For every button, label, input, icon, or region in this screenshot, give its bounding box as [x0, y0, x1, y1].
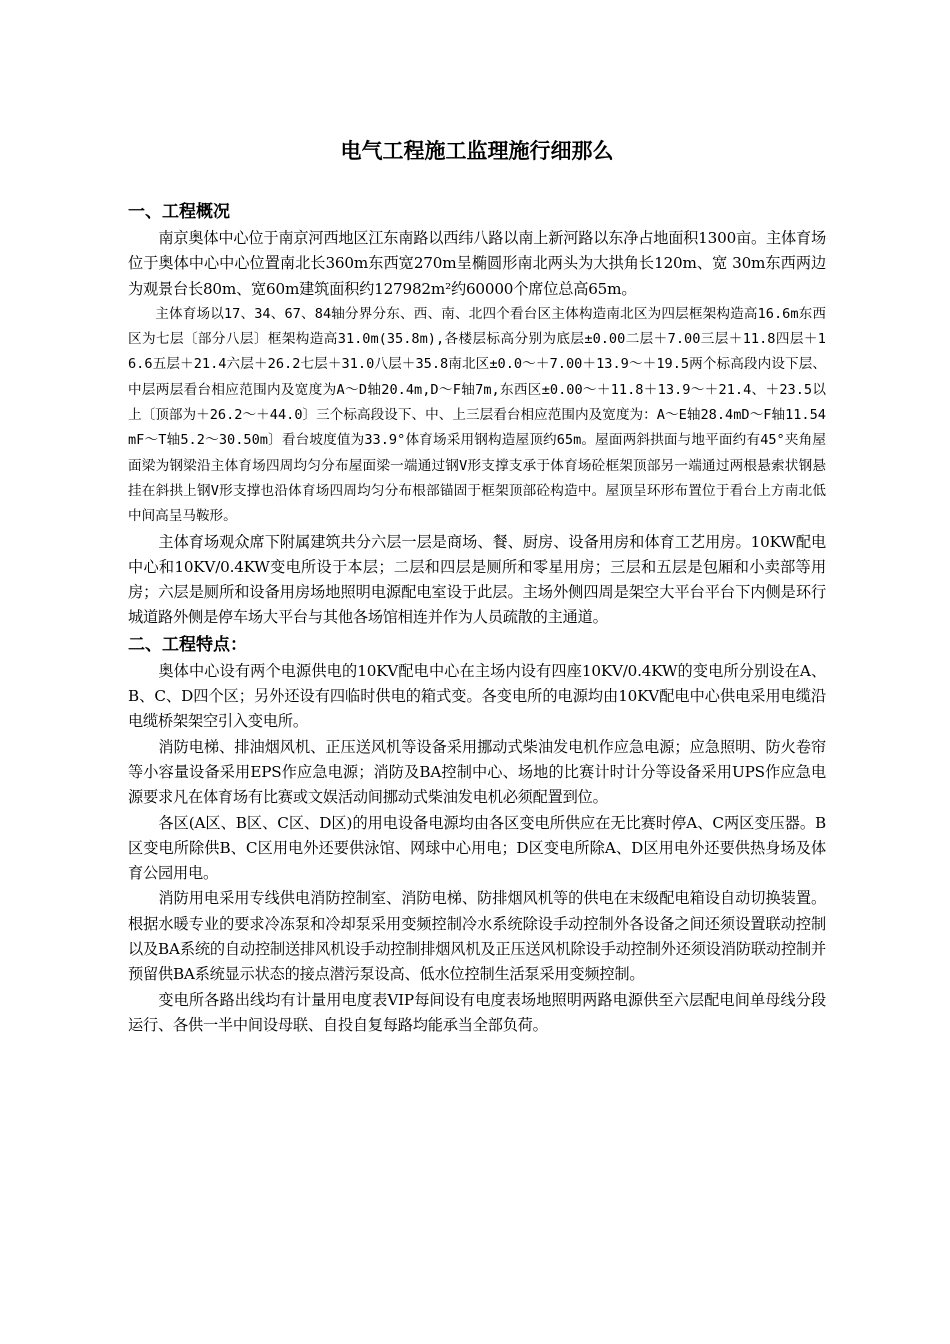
overview-paragraph-2: 主体育场以17、34、67、84轴分界分东、西、南、北四个看台区主体构造南北区为四层框架构造高16.6m东西区为七层〔部分八层〕框架构造高31.0m(35.8m),各楼层标高分别为底层±0.00二层＋7.00三层＋11.8四层＋16.6五层＋21.4六层＋26.2七层＋31.0八层＋35.8南北区±0.0～＋7.00＋13.9～＋19.5两个标高段内设下层、中层两层看台相应范围内及宽度为A～D轴20.4m,D～F轴7m,东西区±0.00～＋11.8＋13.9～＋21.4、＋23.5以上〔顶部为＋26.2～＋44.0〕三个标高段设下、中、上三层看台相应范围内及宽度为：A～E轴28.4mD～F轴11.54mF～T轴5.2～30.50m〕看台坡度值为33.9°体育场采用钢构造屋顶约65m。屋面两斜拱面与地平面约有45°夹角屋面梁为钢梁沿主体育场四周均匀分布屋面梁一端通过钢V形支撑支承于体育场砼框架顶部另一端通过两根悬索状钢悬挂在斜拱上钢V形支撑也沿体育场四周均匀分布根部锚固于框架顶部砼构造中。屋顶呈环形布置位于看台上方南北低中间高呈马鞍形。	[128, 305, 826, 525]
features-paragraph-5: 变电所各路出线均有计量用电度表VIP每间设有电度表场地照明两路电源供至六层配电间单母线分段运行、各供一半中间设母联、自投自复每路均能承当全部负荷。	[128, 990, 826, 1034]
document-body	[128, 198, 826, 1038]
overview-paragraph-3: 主体育场观众席下附属建筑共分六层一层是商场、餐、厨房、设备用房和体育工艺用房。10KW配电中心和10KV/0.4KW变电所设于本层；二层和四层是厕所和零星用房；三层和五层是包厢和小卖部等用房；六层是厕所和设备用房场地照明电源配电室设于此层。主场外侧四周是架空大平台平台下内侧是环行城道路外侧是停车场大平台与其他各场馆相连并作为人员疏散的主通道。	[128, 532, 826, 627]
section-heading-overview: 一、工程概况	[128, 202, 230, 222]
features-paragraph-1: 奥体中心设有两个电源供电的10KV配电中心在主场内设有四座10KV/0.4KW的变电所分别设在A、B、C、D四个区；另外还设有四临时供电的箱式变。各变电所的电源均由10KV配电中心供电采用电缆沿电缆桥架架空引入变电所。	[128, 661, 826, 731]
document-title: 电气工程施工监理施行细那么	[340, 139, 614, 163]
overview-paragraph-1: 南京奥体中心位于南京河西地区江东南路以西纬八路以南上新河路以东净占地面积1300亩。主体育场位于奥体中心中心位置南北长360m东西宽270m呈椭圆形南北两头为大拱角长120m、宽 30m东西两边为观景台长80m、宽60m建筑面积约127982m²约60000个席位总高65m。	[128, 229, 826, 298]
section-heading-features: 二、工程特点：	[128, 634, 247, 655]
features-paragraph-4: 消防用电采用专线供电消防控制室、消防电梯、防排烟风机等的供电在末级配电箱设自动切换装置。根据水暖专业的要求冷冻泵和冷却泵采用变频控制冷水系统除设手动控制外各设备之间还须设置联动控制以及BA系统的自动控制送排风机设手动控制排烟风机及正压送风机除设手动控制外还须设消防联动控制并预留供BA系统显示状态的接点潜污泵设高、低水位控制生活泵采用变频控制。	[128, 889, 826, 984]
features-paragraph-2: 消防电梯、排油烟风机、正压送风机等设备采用挪动式柴油发电机作应急电源；应急照明、防火卷帘等小容量设备采用EPS作应急电源；消防及BA控制中心、场地的比赛计时计分等设备采用UPS作应急电源要求凡在体育场有比赛或文娱活动间挪动式柴油发电机必须配置到位。	[128, 737, 826, 807]
features-paragraph-3: 各区(A区、B区、C区、D区)的用电设备电源均由各区变电所供应在无比赛时停A、C两区变压器。B区变电所除供B、C区用电外还要供泳馆、网球中心用电；D区变电所除A、D区用电外还要供热身场及体育公园用电。	[128, 813, 826, 883]
